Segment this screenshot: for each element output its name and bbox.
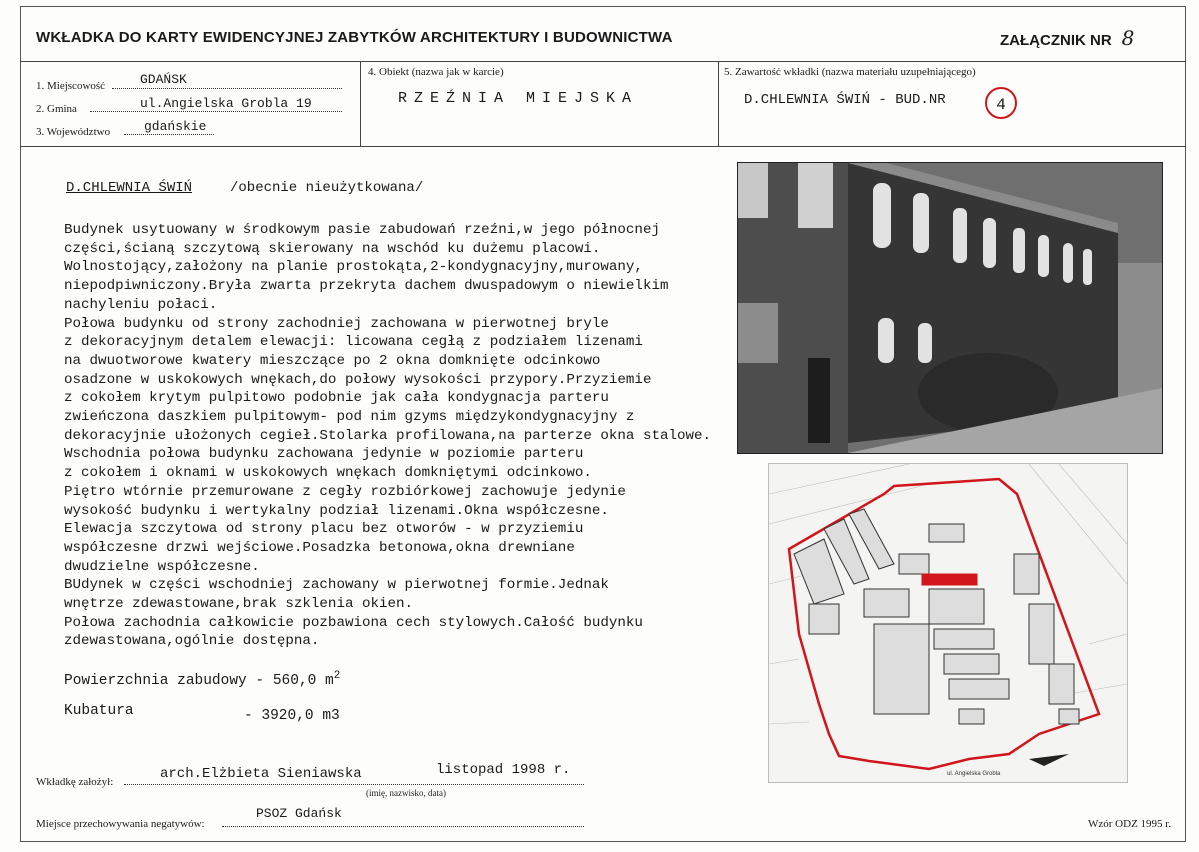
column-divider-2 — [718, 61, 719, 146]
content-label: 5. Zawartość wkładki (nazwa materiału uzupełniającego) — [724, 66, 976, 78]
column-divider-1 — [360, 61, 361, 146]
header-divider — [20, 61, 1186, 62]
description-body — [64, 221, 711, 651]
negatives-label: Miejsce przechowywania negatywów: — [36, 818, 205, 830]
wojewodztwo-value: gdańskie — [144, 119, 207, 134]
description-line: współczesne drzwi wejściowe.Posadzka betonowa,okna drewniane — [64, 539, 575, 556]
author-label: Wkładkę założył: — [36, 776, 114, 788]
wojewodztwo-dots — [124, 134, 214, 135]
building-4-marker — [922, 574, 977, 585]
description-line: Połowa budynku od strony zachodniej zachowana w pierwotnej bryle — [64, 315, 609, 332]
document-title: WKŁADKA DO KARTY EWIDENCYJNEJ ZABYTKÓW ARCHITEKTURY I BUDOWNICTWA — [36, 29, 673, 46]
author-dots — [124, 784, 584, 785]
building-photo — [737, 162, 1163, 454]
description-line: dwudzielne współczesne. — [64, 558, 260, 575]
plan-street-label: ul. Angielska Grobla — [947, 771, 1001, 777]
description-line: części,ścianą szczytową skierowany na wschód ku dużemu placowi. — [64, 240, 601, 257]
author-value: arch.Elżbieta Sieniawska — [160, 766, 362, 782]
description-heading: D.CHLEWNIA ŚWIŃ — [66, 180, 193, 196]
annex-label — [1000, 26, 1134, 50]
miejscowosc-value: GDAŃSK — [140, 72, 187, 87]
object-label: 4. Obiekt (nazwa jak w karcie) — [368, 66, 504, 78]
description-line: dekoracyjnie ułożonych cegieł.Stolarka profilowana,na parterze okna stalowe. — [64, 427, 712, 444]
gmina-value: ul.Angielska Grobla 19 — [140, 96, 312, 111]
area-exponent: 2 — [333, 670, 341, 682]
annex-label-text: ZAŁĄCZNIK NR — [1000, 32, 1112, 49]
description-line: osadzone w uskokowych wnękach,do połowy wysokości przypory.Przyziemie — [64, 371, 652, 388]
description-line: Budynek usytuowany w środkowym pasie zabudowań rzeźni,w jego północnej — [64, 222, 660, 238]
description-line: z cokołem krytym pulpitowo podobnie jak cała kondygnacja parteru — [64, 390, 609, 407]
site-plan — [768, 463, 1128, 783]
building-number-circle: 4 — [985, 87, 1017, 119]
description-line: wnętrze zdewastowane,brak szklenia okien. — [64, 596, 414, 613]
volume-value: - 3920,0 m3 — [244, 708, 340, 724]
area-row — [64, 670, 340, 689]
area-label: Powierzchnia zabudowy - — [64, 672, 265, 689]
annex-number: 8 — [1121, 26, 1135, 50]
description-line: Elewacja szczytowa od strony placu bez otworów - w przyziemiu — [64, 521, 584, 538]
description-line: Wolnostojący,założony na planie prostokąta,2-kondygnacyjny,murowany, — [64, 259, 643, 276]
negatives-dots — [222, 826, 584, 827]
description-line: Wschodnia połowa budynku zachowana jedynie w poziomie parteru — [64, 446, 584, 463]
site-plan-drawing — [769, 464, 1127, 782]
description-line: niepodpiwniczony.Bryła zwarta przekryta dachem dwuspadowym o niewielkim — [64, 278, 669, 295]
form-divider — [20, 146, 1186, 147]
gmina-label: 2. Gmina — [36, 103, 77, 115]
description-line: wysokość budynku i wertykalny podział lizenami.Okna współczesne. — [64, 502, 609, 519]
wojewodztwo-label: 3. Województwo — [36, 126, 111, 138]
description-line: Połowa zachodnia całkowicie pozbawiona cech stylowych.Całość budynku — [64, 614, 643, 631]
form-version: Wzór ODZ 1995 r. — [1088, 818, 1172, 830]
description-heading-note: /obecnie nieużytkowana/ — [230, 180, 424, 196]
description-line: na dwuotworowe kwatery mieszczące po 2 okna domknięte odcinkowo — [64, 352, 601, 369]
miejscowosc-label: 1. Miejscowość — [36, 80, 106, 92]
description-line: zdewastowana,ogólnie dostępna. — [64, 633, 320, 650]
gmina-dots — [90, 111, 342, 112]
miejscowosc-dots — [112, 88, 342, 89]
description-line: z dekoracyjnym detalem elewacji: licowana cegłą z podziałem lizenami — [64, 334, 643, 351]
area-value: 560,0 m — [272, 672, 334, 689]
volume-label: Kubatura — [64, 703, 134, 719]
building-photo-drawing — [738, 163, 1162, 453]
object-value: RZEŹNIA MIEJSKA — [398, 90, 639, 107]
description-line: BUdynek w części wschodniej zachowany w pierwotnej formie.Jednak — [64, 577, 609, 594]
content-value: D.CHLEWNIA ŚWIŃ - BUD.NR — [744, 92, 946, 108]
author-date: listopad 1998 r. — [436, 762, 571, 778]
description-line: nachyleniu połaci. — [64, 296, 218, 313]
description-line: Piętro wtórnie przemurowane z cegły rozbiórkowej zachowuje jedynie — [64, 483, 626, 500]
negatives-value: PSOZ Gdańsk — [256, 806, 342, 821]
description-line: z cokołem i oknami w uskokowych wnękach domkniętymi odcinkowo. — [64, 465, 592, 482]
description-line: zwieńczona daszkiem pulpitowym- pod nim gzyms międzykondygnacyjny z — [64, 409, 635, 426]
author-caption: (imię, nazwisko, data) — [366, 788, 446, 798]
